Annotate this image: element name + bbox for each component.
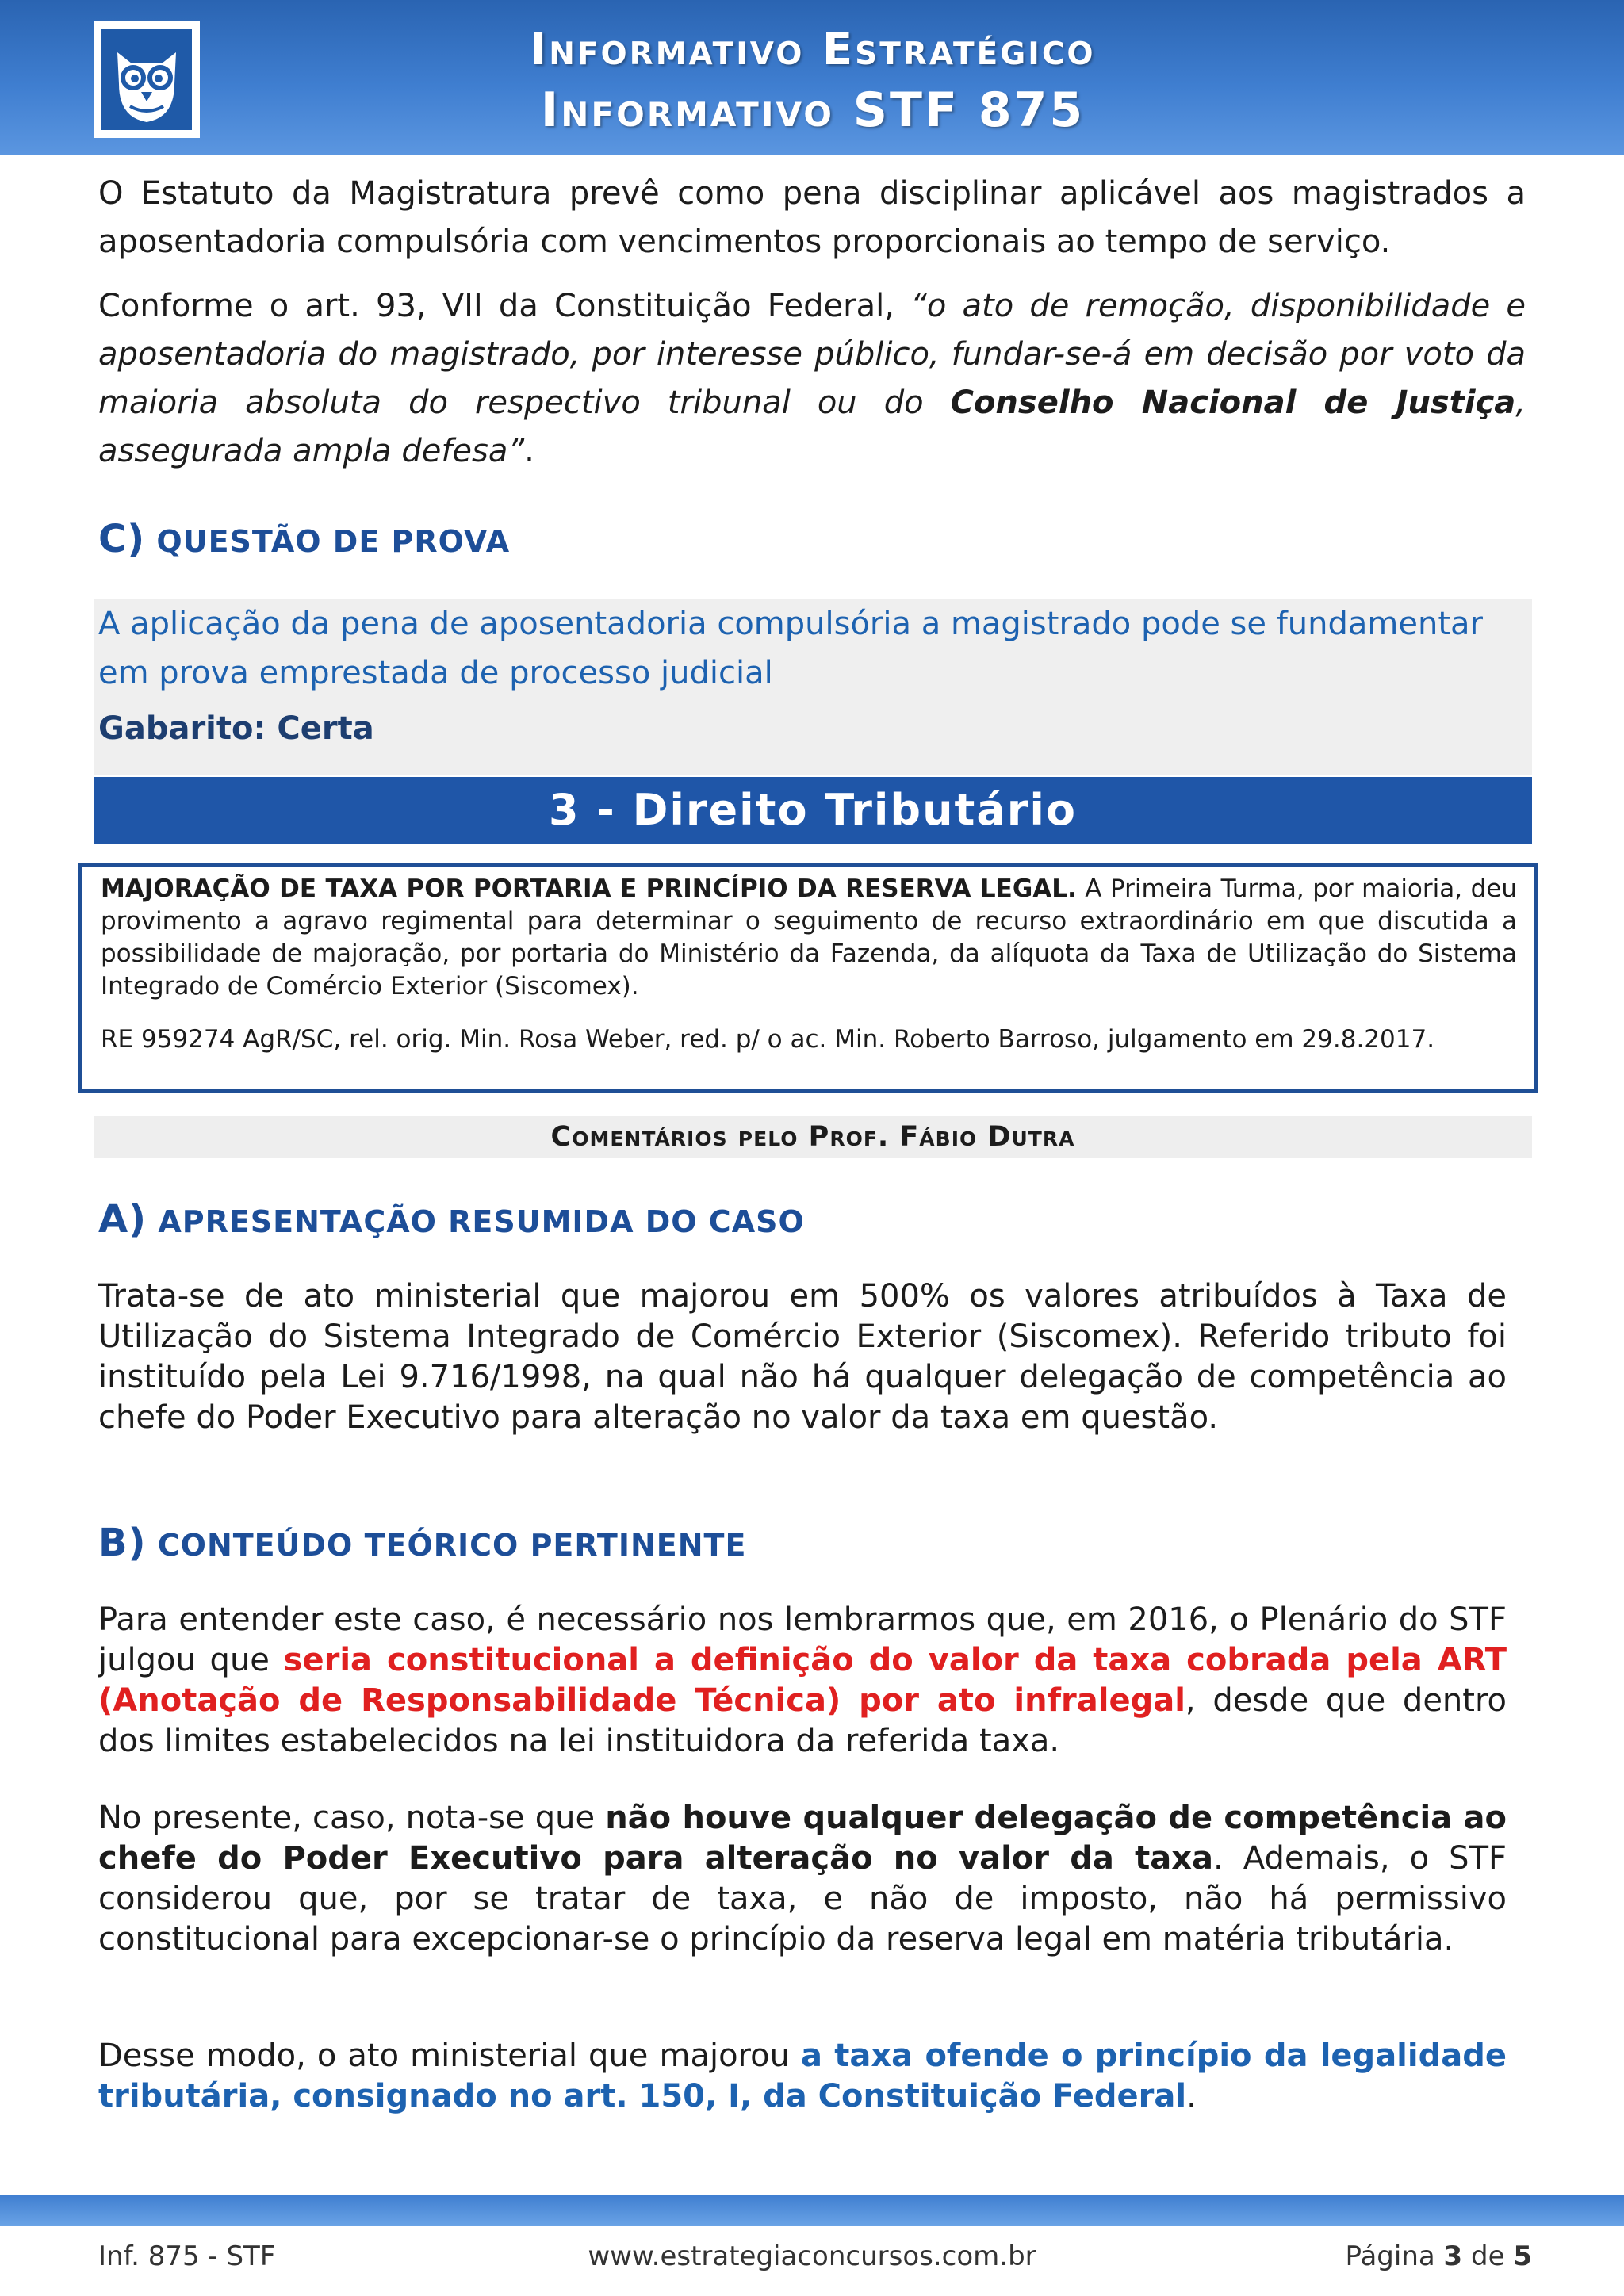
section-b-paragraph-2 <box>98 1798 1507 1960</box>
section-a-paragraph: Trata-se de ato ministerial que majorou em 500% os valores atribuídos à Taxa de Utilização do Sistema Integrado de Comércio Exterior (Siscomex). Referido tributo foi instituído pela Lei 9.716/1998, na qual não há qualquer delegação de competência ao chefe do Poder Executivo para alteração no valor da taxa em questão. <box>98 1278 1507 1436</box>
case-summary-text <box>101 873 1517 1003</box>
answer-key: Gabarito: Certa <box>98 710 374 747</box>
comments-bar: Comentários pelo Prof. Fábio Dutra <box>94 1116 1532 1158</box>
section-a-title: APRESENTAÇÃO RESUMIDA DO CASO <box>158 1204 805 1239</box>
section-c-heading <box>98 517 510 561</box>
case-headline: MAJORAÇÃO DE TAXA POR PORTARIA E PRINCÍPIO DA RESERVA LEGAL. <box>101 874 1077 903</box>
b-p3-highlight: a taxa ofende o princípio da legalidade tributária, consignado no art. 150, I, da Constituição Federal <box>98 2038 1507 2114</box>
b-p2-lead: No presente, caso, nota-se que <box>98 1800 606 1836</box>
case-body: A Primeira Turma, por maioria, deu provimento a agravo regimental para determinar o seguimento de recurso extraordinário em que discutida a possibilidade de majoração, por portaria do Ministério da Fazenda, da alíquota da Taxa de Utilização do Sistema Integrado de Comércio Exterior (Siscomex). <box>101 874 1517 1001</box>
b-p3-tail: . <box>1186 2078 1197 2114</box>
question-text: A aplicação da pena de aposentadoria compulsória a magistrado pode se fundamentar em prova emprestada de processo judicial <box>98 606 1483 691</box>
page-of: de <box>1462 2241 1514 2272</box>
b-p2-bold: não houve qualquer delegação de competência ao chefe do Poder Executivo para alteração no valor da taxa <box>98 1800 1507 1877</box>
total-pages: 5 <box>1513 2241 1532 2272</box>
question-box <box>94 599 1532 775</box>
cnj-bold: Conselho Nacional de Justiça <box>950 385 1516 421</box>
page-label: Página <box>1345 2241 1444 2272</box>
quote-part-a: “o ato de remoção, disponibilidade e aposentadoria do magistrado, por interesse público, fundar-se-á em decisão por voto da maioria absoluta do respectivo tribunal ou do <box>98 288 1526 421</box>
section-b-letter: B) <box>98 1521 147 1565</box>
intro-paragraph-2 <box>98 282 1526 476</box>
b-p1-tail: , desde que dentro dos limites estabelecidos na lei instituidora da referida taxa. <box>98 1682 1507 1759</box>
section-b-paragraph-3 <box>98 2036 1507 2117</box>
section-c-title: QUESTÃO DE PROVA <box>156 524 511 559</box>
section-b-paragraph-1 <box>98 1600 1507 1762</box>
section-b-heading <box>98 1521 746 1565</box>
current-page: 3 <box>1443 2241 1463 2272</box>
case-reference: RE 959274 AgR/SC, rel. orig. Min. Rosa Weber, red. p/ o ac. Min. Roberto Barroso, julgamento em 29.8.2017. <box>101 1025 1435 1054</box>
owl-logo-icon <box>94 21 200 138</box>
header-title: Informativo Estratégico <box>530 24 1096 75</box>
intro-p2-end: . <box>524 433 534 469</box>
intro-p2-lead: Conforme o art. 93, VII da Constituição Federal, <box>98 288 911 324</box>
footer-left: Inf. 875 - STF <box>98 2241 276 2272</box>
section-a-heading <box>98 1197 805 1242</box>
footer-website-link[interactable]: www.estrategiaconcursos.com.br <box>588 2241 1036 2272</box>
section-c-letter: C) <box>98 517 146 561</box>
header-subtitle: Informativo STF 875 <box>540 82 1086 138</box>
intro-paragraph-1: O Estatuto da Magistratura prevê como pena disciplinar aplicável aos magistrados a aposentadoria compulsória com vencimentos proporcionais ao tempo de serviço. <box>98 175 1526 260</box>
case-summary-box <box>78 863 1538 1093</box>
quote-part-b: , assegurada ampla defesa” <box>98 385 1526 469</box>
b-p3-lead: Desse modo, o ato ministerial que majorou <box>98 2038 801 2074</box>
section-b-title: CONTEÚDO TEÓRICO PERTINENTE <box>157 1528 747 1563</box>
footer-band <box>0 2195 1624 2226</box>
section-a-letter: A) <box>98 1197 147 1242</box>
b-p1-lead: Para entender este caso, é necessário nos lembrarmos que, em 2016, o Plenário do STF julgou que <box>98 1601 1507 1678</box>
section-banner: 3 - Direito Tributário <box>94 777 1532 844</box>
b-p1-highlight: seria constitucional a definição do valor da taxa cobrada pela ART (Anotação de Responsabilidade Técnica) por ato infralegal <box>98 1642 1507 1719</box>
b-p2-tail: . Ademais, o STF considerou que, por se tratar de taxa, e não de imposto, não há permissivo constitucional para excepcionar-se o princípio da reserva legal em matéria tributária. <box>98 1840 1507 1957</box>
page-number <box>1346 2241 1533 2272</box>
page-header <box>0 0 1624 155</box>
